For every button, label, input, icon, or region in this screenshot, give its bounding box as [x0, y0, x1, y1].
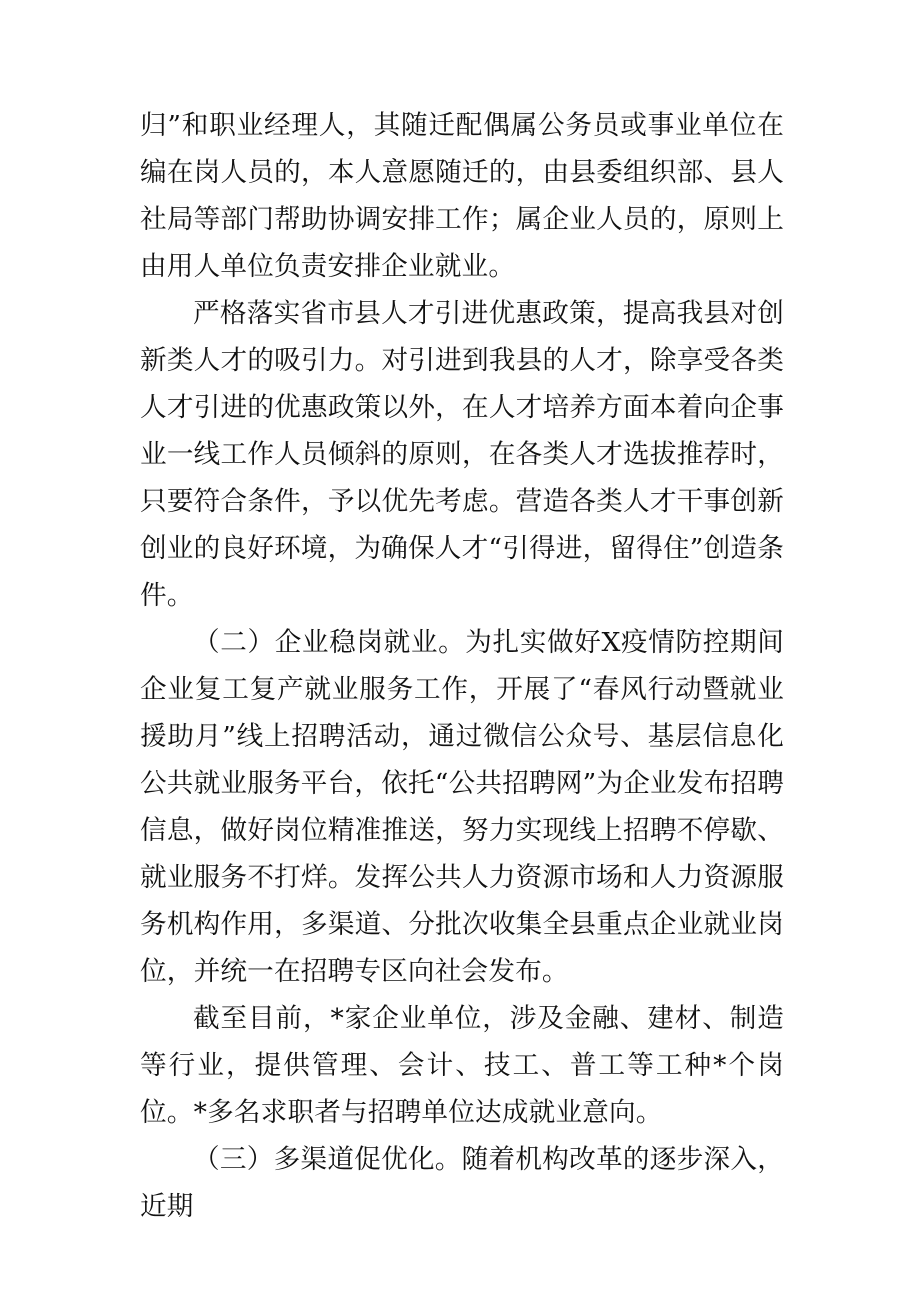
paragraph-enterprise-employment: （二）企业稳岗就业。为扎实做好X疫情防控期间企业复工复产就业服务工作，开展了“春风行动暨就业援助月”线上招聘活动，通过微信公众号、基层信息化公共就业服务平台，依托“公共招聘网”为企业发布招聘信息，做好岗位精准推送，努力实现线上招聘不停歇、就业服务不打烊。发挥公共人力资源市场和人力资源服务机构作用，多渠道、分批次收集全县重点企业就业岗位，并统一在招聘专区向社会发布。	[140, 627, 784, 987]
document-body	[140, 102, 784, 1230]
paragraph-multi-channel-optimization: （三）多渠道促优化。随着机构改革的逐步深入，近期	[140, 1144, 784, 1222]
paragraph-relocation-arrangement: 归”和职业经理人，其随迁配偶属公务员或事业单位在编在岗人员的，本人意愿随迁的，由县委组织部、县人社局等部门帮助协调安排工作；属企业人员的，原则上由用人单位负责安排企业就业。	[140, 110, 784, 282]
paragraph-recruitment-results: 截至目前，*家企业单位，涉及金融、建材、制造等行业，提供管理、会计、技工、普工等工种*个岗位。*多名求职者与招聘单位达成就业意向。	[140, 1003, 784, 1128]
paragraph-talent-policy: 严格落实省市县人才引进优惠政策，提高我县对创新类人才的吸引力。对引进到我县的人才，除享受各类人才引进的优惠政策以外，在人才培养方面本着向企事业一线工作人员倾斜的原则，在各类人才选拔推荐时，只要符合条件，予以优先考虑。营造各类人才干事创新创业的良好环境，为确保人才“引得进，留得住”创造条件。	[140, 298, 784, 611]
